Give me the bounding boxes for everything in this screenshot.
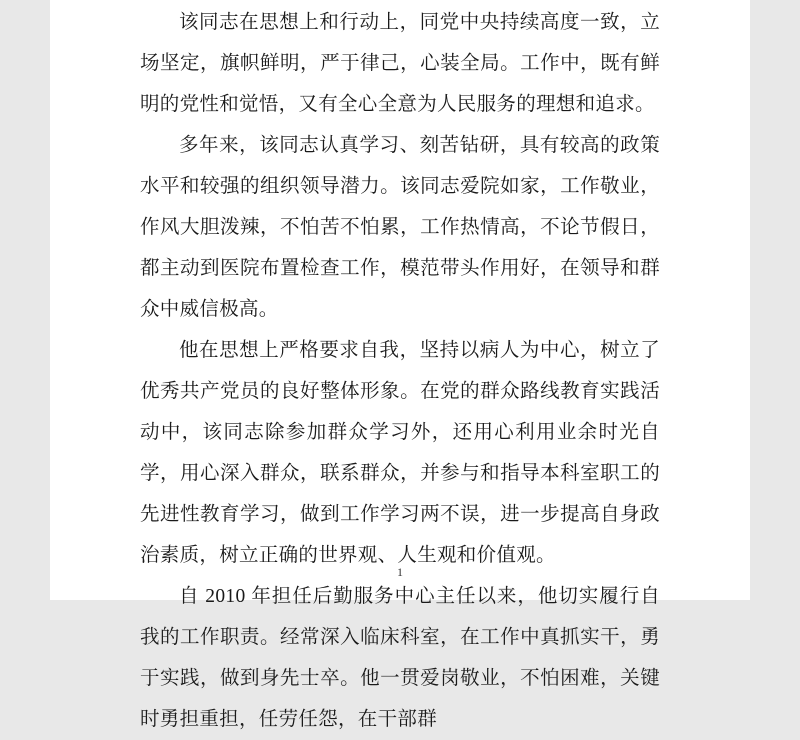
- paragraph: 多年来，该同志认真学习、刻苦钻研，具有较高的政策水平和较强的组织领导潜力。该同志爱院如家，工作敬业，作风大胆泼辣，不怕苦不怕累，工作热情高，不论节假日，都主动到医院布置检查工作，模范带头作用好，在领导和群众中威信极高。: [140, 135, 660, 320]
- paragraph: 自 2010 年担任后勤服务中心主任以来，他切实履行自我的工作职责。经常深入临床科室，在工作中真抓实干，勇于实践，做到身先士卒。他一贯爱岗敬业，不怕困难，关键时勇担重担，任劳任怨，在干部群: [140, 586, 660, 730]
- paragraph: 该同志在思想上和行动上，同党中央持续高度一致，立场坚定，旗帜鲜明，严于律己，心装全局。工作中，既有鲜明的党性和觉悟，又有全心全意为人民服务的理想和追求。: [140, 12, 660, 115]
- page-number: 1: [397, 565, 403, 579]
- document-page: [50, 0, 750, 730]
- document-body: [140, 0, 660, 740]
- paragraph: 他在思想上严格要求自我，坚持以病人为中心，树立了优秀共产党员的良好整体形象。在党的群众路线教育实践活动中，该同志除参加群众学习外，还用心利用业余时光自学，用心深入群众，联系群众，并参与和指导本科室职工的先进性教育学习，做到工作学习两不误，进一步提高自身政治素质，树立正确的世界观、人生观和价值观。: [140, 340, 660, 566]
